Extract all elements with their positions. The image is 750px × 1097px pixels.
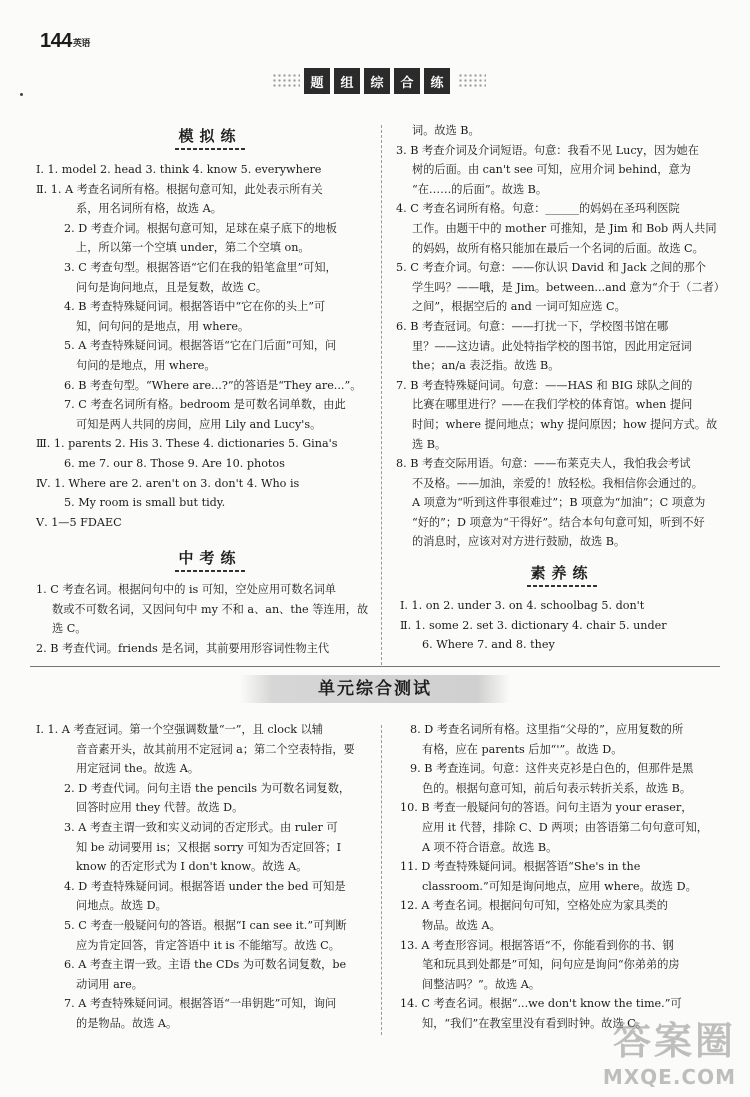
ribbon-dots-left	[272, 73, 300, 89]
section-suyang-content: Ⅰ. 1. on 2. under 3. on 4. schoolbag 5. don't Ⅱ. 1. some 2. set 3. dictionary 4. chair 5. under 6. Where 7. and 8. they	[400, 599, 667, 652]
unit-column-divider	[381, 725, 382, 1035]
unit-left-content: Ⅰ. 1. A 考查冠词。第一个空强调数量“一”，且 clock 以辅 音音素开头，故其前用不定冠词 a；第二个空表特指，要 用定冠词 the。故选 A。 2. D 考查代词。问句主语 the pencils 为可数名词复数， 回答时应用 they 代替。故选 D。 3. A 考查主谓一致和实义动词的否定形式。由 ruler 可 知 be 动词要用 is；又根据 sorry 可知为否定回答；I know 的否定形式为 I don't know。故选 A。 4. D 考查特殊疑问词。根据答语 under the bed 可知是 问地点。故选 D。 5. C 考查一般疑问句的答语。根据“I can see it.”可判断 应为肯定回答，肯定答语中 it is 不能缩写。故选 C。 6. A 考查主谓一致。主语 the CDs 为可数名词复数，be 动词用 are。 7. A 考查特殊疑问词。根据答语“一串钥匙”可知，询问 的是物品。故选 A。	[36, 723, 355, 1030]
unit-title-band	[240, 675, 510, 703]
ribbon-dots-right	[458, 73, 486, 89]
ribbon-chars: 题 组 综 合 练	[304, 68, 450, 94]
unit-top-rule	[30, 666, 720, 667]
unit-title: 单元综合测试	[318, 679, 432, 699]
column-divider	[381, 125, 382, 665]
section-title-moni: 模拟练	[160, 125, 260, 150]
section-right-content: 词。故选 B。 3. B 考查介词及介词短语。句意：我看不见 Lucy，因为她在 树的后面。由 can't see 可知，应用介词 behind，意为 “在……的后面”。故选 B。 4. C 考查名词所有格。句意：______的妈妈在圣玛利医院 工作。由题干中的 mother 可推知，是 Jim 和 Bob 两人共同 的妈妈，故所有格只能加在最后一个名词的后面。故选 C。 5. C 考查介词。句意：——你认识 David 和 Jack 之间的那个 学生吗？——哦，是 Jim。between...and 意为“介于（二者） 之间”，根据空后的 and 一词可知应选 C。 6. B 考查冠词。句意：——打扰一下，学校图书馆在哪 里？——这边请。此处特指学校的图书馆，因此用定冠词 the；an/a 表泛指。故选 B。 7. B 考查特殊疑问词。句意：——HAS 和 BIG 球队之间的 比赛在哪里进行？——在我们学校的体育馆。when 提问 时间；where 提问地点；why 提问原因；how 提问方式。故 选 B。 8. B 考查交际用语。句意：——布莱克夫人，我怕我会考试 不及格。——加油，亲爱的！放轻松。我相信你会通过的。 A 项意为“听到这件事很难过”；B 项意为“加油”；C 项意为 “好的”；D 项意为“干得好”。结合本句句意可知，听到不好 的消息时，应该对对方进行鼓励，故选 B。	[396, 124, 725, 549]
page-number: 144英语	[40, 30, 90, 52]
section-zhongkao-content: 1. C 考查名词。根据问句中的 is 可知，空处应用可数名词单 数或不可数名词，又因问句中 my 不和 a、an、the 等连用，故 选 C。 2. B 考查代词。friends 是名词，其前要用形容词性物主代	[36, 583, 369, 655]
section-title-suyang: 素养练	[512, 562, 612, 587]
margin-dot	[20, 93, 23, 96]
section-moni-content: Ⅰ. 1. model 2. head 3. think 4. know 5. everywhere Ⅱ. 1. A 考查名词所有格。根据句意可知，此处表示所有关 系，用名词所有格，故选 A。 2. D 考查介词。根据句意可知，足球在桌子底下的地板 上，所以第一个空填 under，第二个空填 on。 3. C 考查句型。根据答语“它们在我的铅笔盒里”可知， 问句是询问地点，且是复数，故选 C。 4. B 考查特殊疑问词。根据答语中“它在你的头上”可 知，问句问的是地点，用 where。 5. A 考查特殊疑问词。根据答语“它在门后面”可知，问 句问的是地点，用 where。 6. B 考查句型。“Where are...?”的答语是“They are...”。 7. C 考查名词所有格。bedroom 是可数名词单数，由此 可知是两人共同的房间，应用 Lily and Lucy's。 Ⅲ. 1. parents 2. His 3. These 4. dictionaries 5. Gina's 6. me 7. our 8. Those 9. Are 10. photos Ⅳ. 1. Where are 2. aren't on 3. don't 4. Who is 5. My room is small but tidy. Ⅴ. 1—5 FDAEC	[36, 163, 362, 529]
ribbon-title	[272, 67, 492, 95]
section-title-zhongkao: 中考练	[160, 547, 260, 572]
watermark: 答案圈 MXQE.COM	[602, 1019, 736, 1089]
unit-right-content: 8. D 考查名词所有格。这里指“父母的”，应用复数的所 有格，应在 parents 后加“'”。故选 D。 9. B 考查连词。句意：这件夹克衫是白色的，但那件是黑 色的。根据句意可知，前后句表示转折关系，故选 B。 10. B 考查一般疑问句的答语。问句主语为 your eraser， 应用 it 代替，排除 C、D 两项；由答语第二句句意可知， A 项不符合语意。故选 B。 11. D 考查特殊疑问词。根据答语“She's in the classroom.”可知是询问地点，应用 where。故选 D。 12. A 考查名词。根据问句可知，空格处应为家具类的 物品。故选 A。 13. A 考查形容词。根据答语“不，你能看到你的书、钢 笔和玩具到处都是”可知，问句应是询问“你弟弟的房 间整洁吗？”。故选 A。 14. C 考查名词。根据“...we don't know the time.”可 知，“我们”在教室里没有看到时钟。故选 C。	[400, 723, 708, 1030]
